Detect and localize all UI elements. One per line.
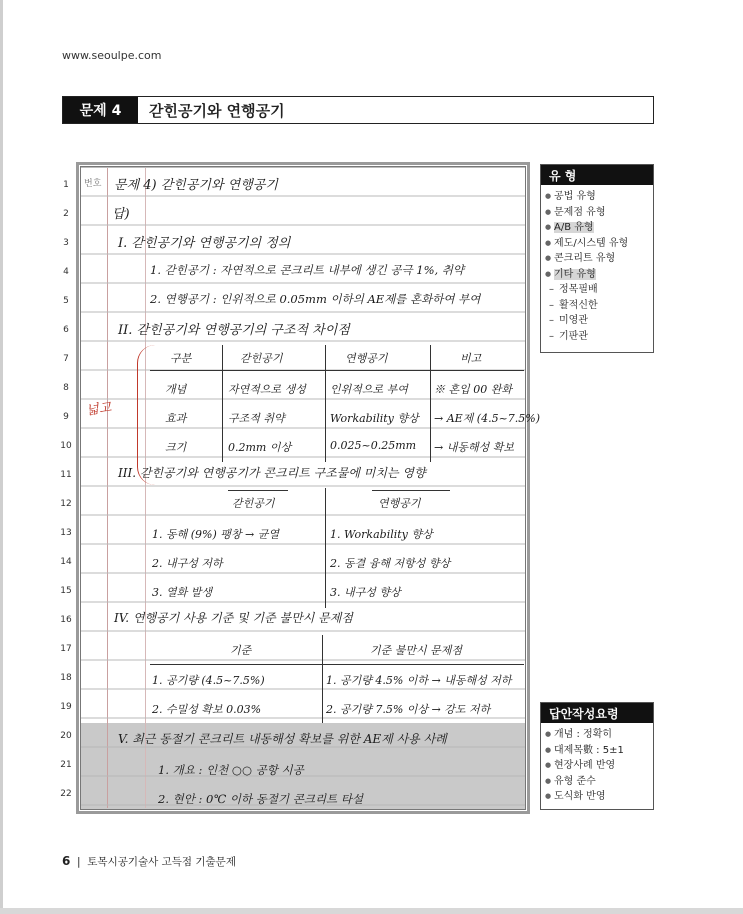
table-rule [430, 345, 431, 462]
line-number: 1 [63, 180, 69, 190]
guide-item: ● 개념 : 정확히 [545, 727, 653, 743]
answer-line: 2. 연행공기 : 인위적으로 0.05mm 이하의 AE제를 혼화하여 부여 [150, 292, 481, 306]
table-cell: 1. 공기량 4.5% 이하 → 내동해성 저하 [326, 674, 512, 687]
answer-line: 1. 개요 : 인천 ○○ 공항 시공 [158, 763, 304, 777]
type-sub-item [545, 282, 653, 298]
table-cell: 효과 [165, 412, 187, 425]
table-header: 구분 [170, 352, 192, 365]
table-cell: 개념 [165, 383, 187, 396]
line-number: 14 [60, 557, 72, 567]
table-rule [325, 488, 326, 608]
type-item-label: 정목필배 [559, 284, 598, 295]
type-item-label: 활적신한 [559, 299, 598, 311]
table-header: 기준 불만시 문제점 [370, 644, 463, 657]
table-header: 비고 [460, 352, 482, 365]
answer-line: 1. 갇힌공기 : 자연적으로 콘크리트 내부에 생긴 공극 1%, 취약 [150, 263, 465, 277]
line-number: 17 [60, 644, 72, 654]
table-rule [322, 635, 323, 723]
table-header: 연행공기 [378, 497, 421, 510]
table-header: 갇힌공기 [232, 497, 275, 510]
answer-line: 답) [112, 207, 130, 222]
table-cell: 2. 내구성 저하 [152, 557, 223, 570]
section-heading: V. 최근 동절기 콘크리트 내동해성 확보를 위한 AE제 사용 사례 [118, 732, 447, 746]
table-cell: 자연적으로 생성 [228, 383, 306, 396]
type-item-label: 콘크리트 유형 [554, 253, 616, 264]
type-item-label: 제도/시스템 유형 [554, 237, 629, 249]
margin-rule-inner [145, 168, 146, 808]
table-header: 갇힌공기 [240, 352, 283, 365]
guide-item: ● 현장사례 반영 [545, 758, 653, 774]
type-item-label: 기판관 [559, 330, 588, 342]
table-cell: 2. 수밀성 확보 0.03% [152, 703, 262, 716]
table-cell: 인위적으로 부여 [330, 383, 408, 396]
table-rule [325, 345, 326, 462]
guide-panel [540, 702, 654, 810]
type-item-label: 미영관 [559, 315, 588, 326]
guide-item: ● 유형 준수 [545, 774, 653, 790]
section-heading: IV. 연행공기 사용 기준 및 기준 불만시 문제점 [114, 611, 353, 625]
type-item-label: A/B 유형 [554, 222, 594, 233]
line-number: 15 [60, 586, 72, 596]
section-heading: I. 갇힌공기와 연행공기의 정의 [118, 236, 291, 251]
line-number: 22 [60, 789, 72, 799]
line-number: 10 [60, 441, 72, 451]
type-item [545, 205, 653, 221]
guide-panel-heading: 답안작성요령 [541, 703, 653, 723]
table-cell: 크기 [165, 441, 187, 454]
table-header: 기준 [230, 644, 252, 657]
site-url: www.seoulpe.com [62, 49, 162, 62]
line-number: 11 [60, 470, 72, 480]
book-title: 토목시공기술사 고득점 기출문제 [87, 856, 236, 868]
section-heading: III. 갇힌공기와 연행공기가 콘크리트 구조물에 미치는 영향 [118, 466, 426, 480]
table-rule [228, 490, 288, 491]
table-rule [150, 370, 524, 371]
table-rule [150, 664, 524, 665]
line-number: 20 [60, 731, 72, 741]
guide-item: ● 도식화 반영 [545, 789, 653, 805]
line-number: 19 [60, 702, 72, 712]
line-number: 4 [63, 267, 69, 277]
page-bottom-edge [0, 908, 743, 914]
table-cell: Workability 향상 [330, 412, 419, 425]
type-item-label: 공법 유형 [554, 191, 596, 202]
table-rule [222, 345, 223, 462]
margin-rule [107, 168, 108, 808]
type-panel [540, 164, 654, 353]
table-cell: 0.2mm 이상 [228, 441, 292, 454]
table-cell: → AE제 (4.5~7.5%) [434, 412, 541, 425]
table-cell: ※ 혼입 00 완화 [434, 383, 512, 396]
line-number: 9 [63, 412, 69, 422]
line-number: 2 [63, 209, 69, 219]
line-number: 12 [60, 499, 72, 509]
line-number: 16 [60, 615, 72, 625]
table-cell: 1. 공기량 (4.5~7.5%) [152, 674, 265, 687]
type-sub-item [545, 329, 653, 345]
section-heading: II. 갇힌공기와 연행공기의 구조적 차이점 [118, 323, 350, 338]
type-item [545, 236, 653, 252]
problem-title: 갇힌공기와 연행공기 [149, 101, 285, 120]
table-cell: 3. 내구성 향상 [330, 586, 401, 599]
table-rule [372, 490, 450, 491]
line-number: 21 [60, 760, 72, 770]
footer-separator: | [77, 856, 81, 868]
type-sub-item [545, 313, 653, 329]
type-list [541, 185, 653, 344]
page-edge [0, 0, 3, 914]
table-cell: 3. 열화 발생 [152, 586, 212, 599]
type-panel-heading: 유 형 [541, 165, 653, 185]
page-number: 6 [62, 854, 71, 868]
line-number: 6 [63, 325, 69, 335]
type-item [545, 251, 653, 267]
table-cell: → 내동해성 확보 [434, 441, 514, 454]
table-cell: 1. Workability 향상 [330, 528, 433, 541]
answer-line: 문제 4) 갇힌공기와 연행공기 [114, 178, 278, 193]
table-header: 연행공기 [345, 352, 388, 365]
type-item [545, 189, 653, 205]
type-item [545, 267, 653, 283]
line-number: 7 [63, 354, 69, 364]
guide-list [541, 723, 653, 805]
answer-line: 2. 현안 : 0℃ 이하 동절기 콘크리트 타설 [158, 792, 364, 806]
problem-number: 문제 4 [63, 97, 138, 123]
type-item-label: 기타 유형 [554, 268, 596, 280]
type-item-label: 문제점 유형 [554, 206, 606, 218]
sheet-header-label: 번호 [84, 179, 102, 189]
problem-title-bar [62, 96, 654, 124]
table-cell: 구조적 취약 [228, 412, 285, 425]
type-sub-item [545, 298, 653, 314]
table-cell: 2. 동결 융해 저항성 향상 [330, 557, 451, 570]
line-number: 8 [63, 383, 69, 393]
line-number: 5 [63, 296, 69, 306]
page-footer [62, 854, 236, 869]
line-number: 13 [60, 528, 72, 538]
table-cell: 0.025~0.25mm [330, 439, 417, 452]
margin-note: 넓고 [85, 400, 113, 419]
table-cell: 1. 동해 (9%) 팽창 → 균열 [152, 528, 279, 541]
line-number: 3 [63, 238, 69, 248]
type-item [545, 220, 653, 236]
table-cell: 2. 공기량 7.5% 이상 → 강도 저하 [326, 703, 491, 716]
guide-item: ● 대제목數 : 5±1 [545, 743, 653, 759]
line-number: 18 [60, 673, 72, 683]
